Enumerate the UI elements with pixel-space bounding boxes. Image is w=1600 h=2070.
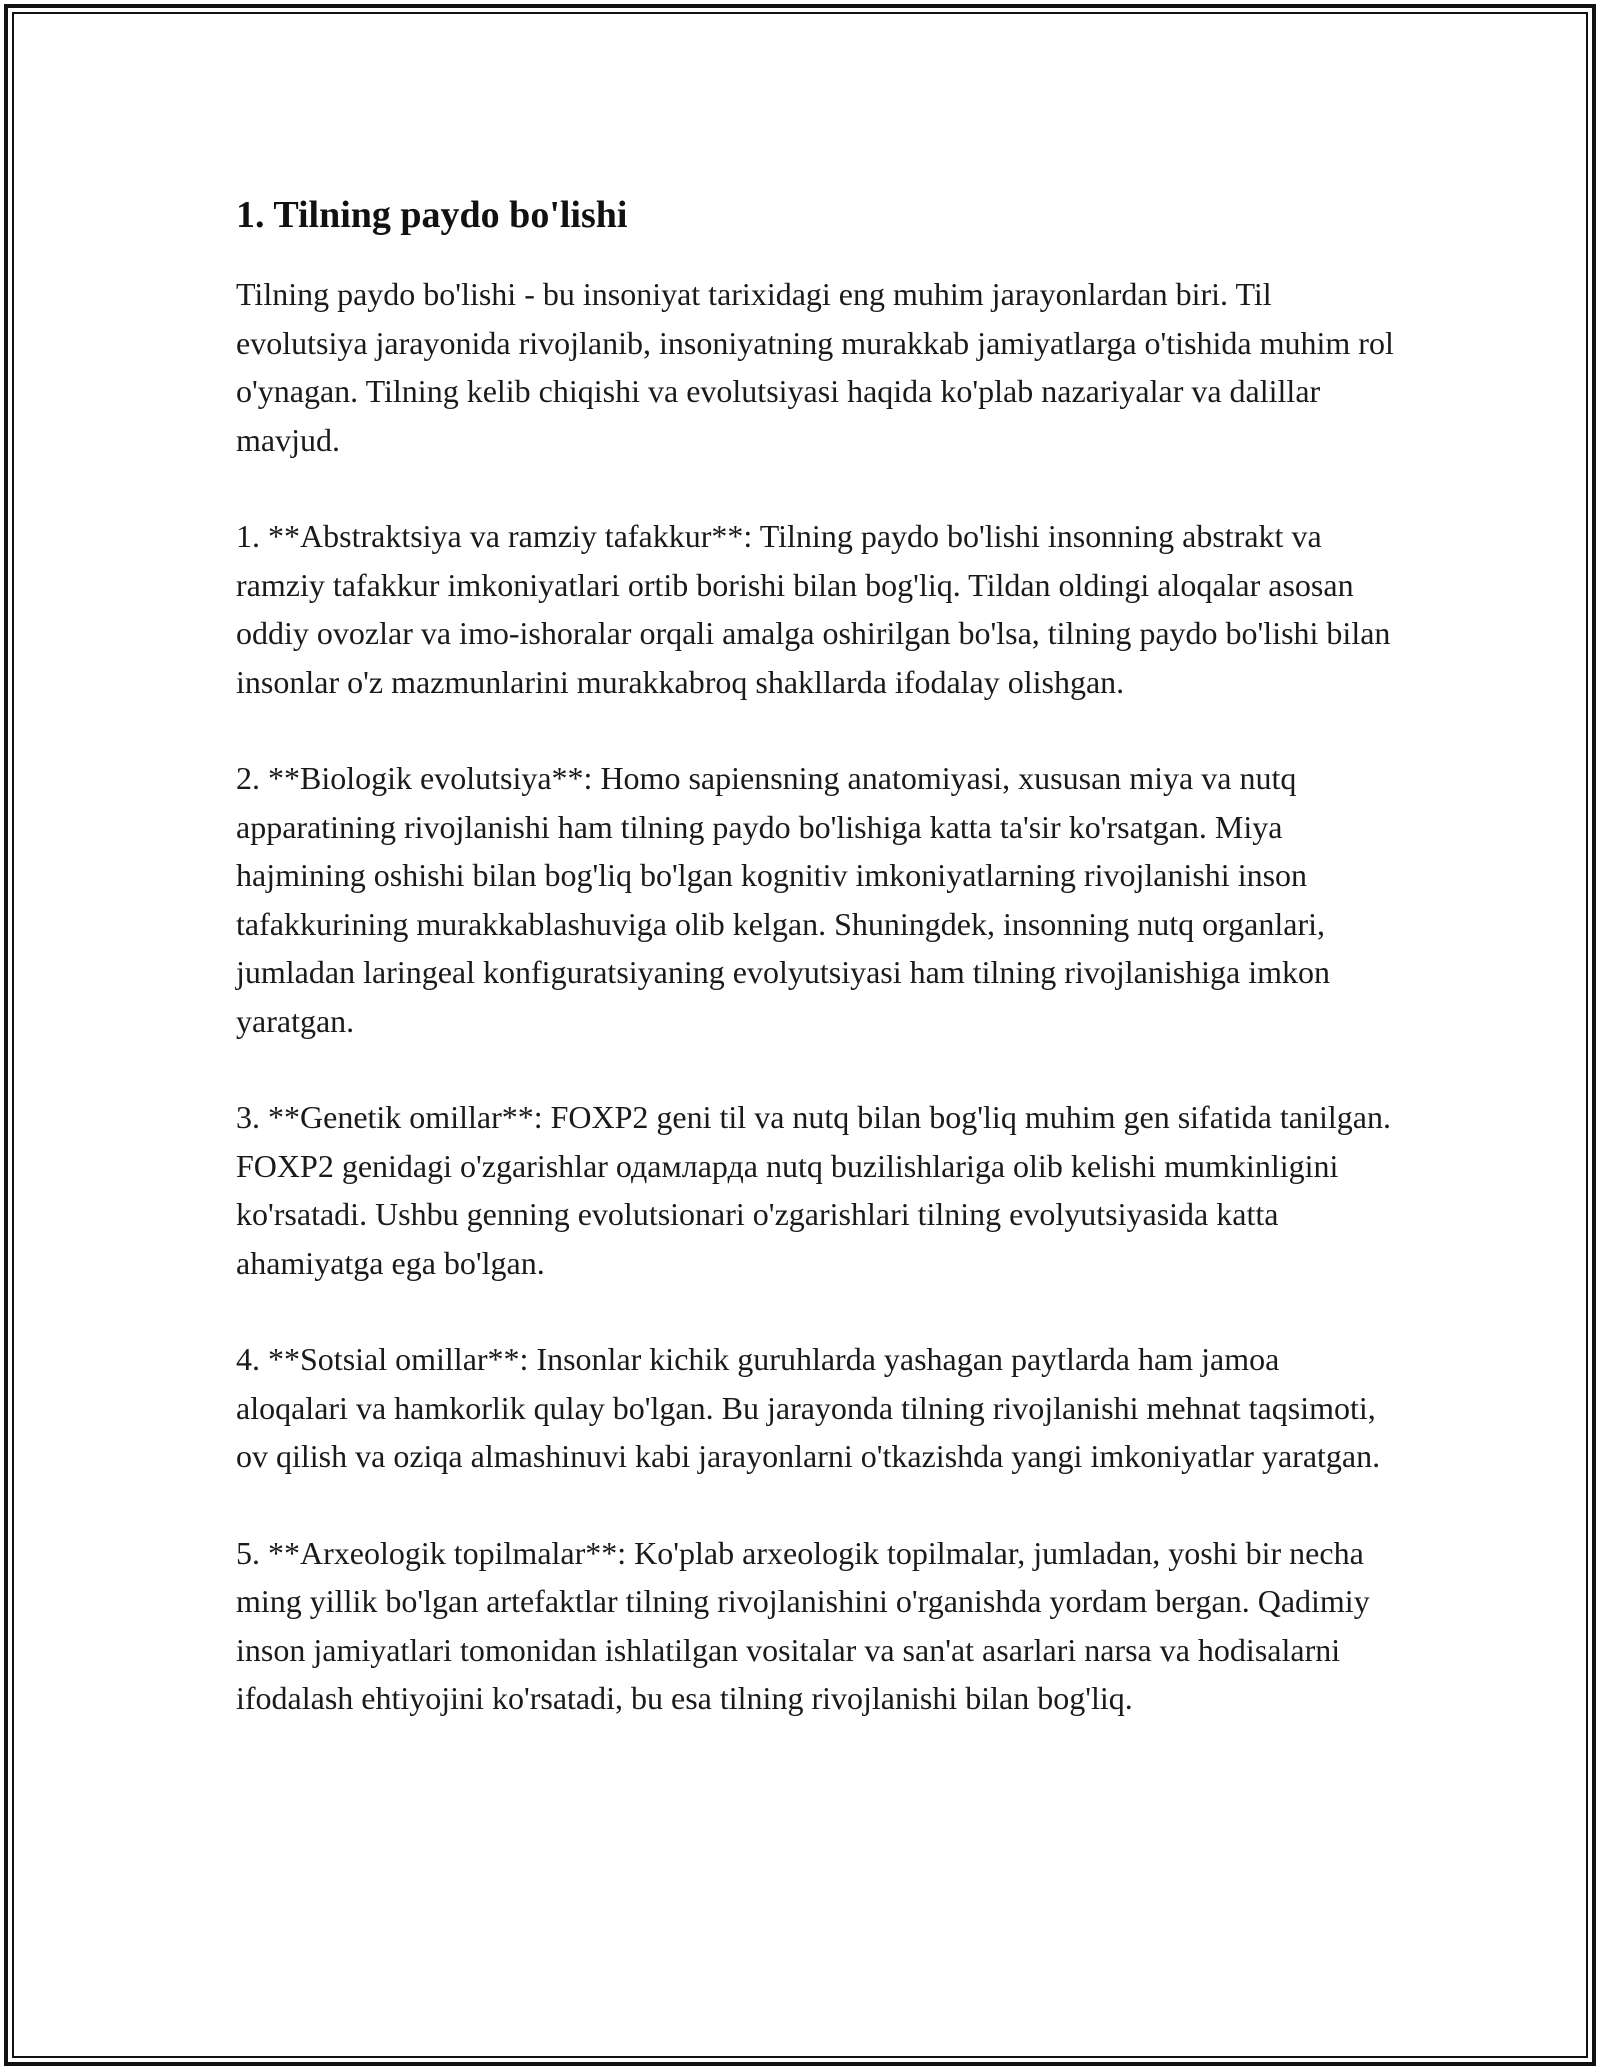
- intro-paragraph: Tilning paydo bo'lishi - bu insoniyat tarixidagi eng muhim jarayonlardan biri. Til evolutsiya jarayonida rivojlanib, insoniyatning murakkab jamiyatlarga o'tishida muhim rol o'ynagan. Tilning kelib chiqishi va evolutsiyasi haqida ko'plab nazariyalar va dalillar mavjud.: [236, 276, 1394, 458]
- section-archaeological-findings: 5. **Arxeologik topilmalar**: Ko'plab arxeologik topilmalar, jumladan, yoshi bir necha ming yillik bo'lgan artefaktlar tilning rivojlanishini o'rganishda yordam bergan. Qadimiy inson jamiyatlari tomonidan ishlatilgan vositalar va san'at asarlari narsa va hodisalarni ifodalash ehtiyojini ko'rsatadi, bu esa tilning rivojlanishi bilan bog'liq.: [236, 1534, 1370, 1716]
- section-biological-evolution: 2. **Biologik evolutsiya**: Homo sapiensning anatomiyasi, xususan miya va nutq apparatining rivojlanishi ham tilning paydo bo'lishiga katta ta'sir ko'rsatgan. Miya hajmining oshishi bilan bog'liq bo'lgan kognitiv imkoniyatlarning rivojlanishi inson tafakkurining murakkablashuviga olib kelgan. Shuningdek, insonning nutq organlari, jumladan laringeal konfiguratsiyaning evolyutsiyasi ham tilning rivojlanishiga imkon yaratgan.: [236, 760, 1331, 1039]
- section-social-factors: 4. **Sotsial omillar**: Insonlar kichik guruhlarda yashagan paytlarda ham jamoa aloqalari va hamkorlik qulay bo'lgan. Bu jarayonda tilning rivojlanishi mehnat taqsimoti, ov qilish va oziqa almashinuvi kabi jarayonlarni o'tkazishda yangi imkoniyatlar yaratgan.: [236, 1341, 1381, 1474]
- document-page: [236, 192, 1396, 1771]
- document-title: 1. Tilning paydo bo'lishi: [236, 194, 628, 236]
- section-abstraction: 1. **Abstraktsiya va ramziy tafakkur**: Tilning paydo bo'lishi insonning abstrakt va ramziy tafakkur imkoniyatlari ortib borishi bilan bog'liq. Tildan oldingi aloqalar asosan oddiy ovozlar va imo-ishoralar orqali amalga oshirilgan bo'lsa, tilning paydo bo'lishi bilan insonlar o'z mazmunlarini murakkabroq shakllarda ifodalay olishgan.: [236, 518, 1391, 700]
- section-genetic-factors: 3. **Genetik omillar**: FOXP2 geni til va nutq bilan bog'liq muhim gen sifatida tanilgan. FOXP2 genidagi o'zgarishlar одамларда nutq buzilishlariga olib kelishi mumkinligini ko'rsatadi. Ushbu genning evolutsionari o'zgarishlari tilning evolyutsiyasida katta ahamiyatga ega bo'lgan.: [236, 1099, 1391, 1281]
